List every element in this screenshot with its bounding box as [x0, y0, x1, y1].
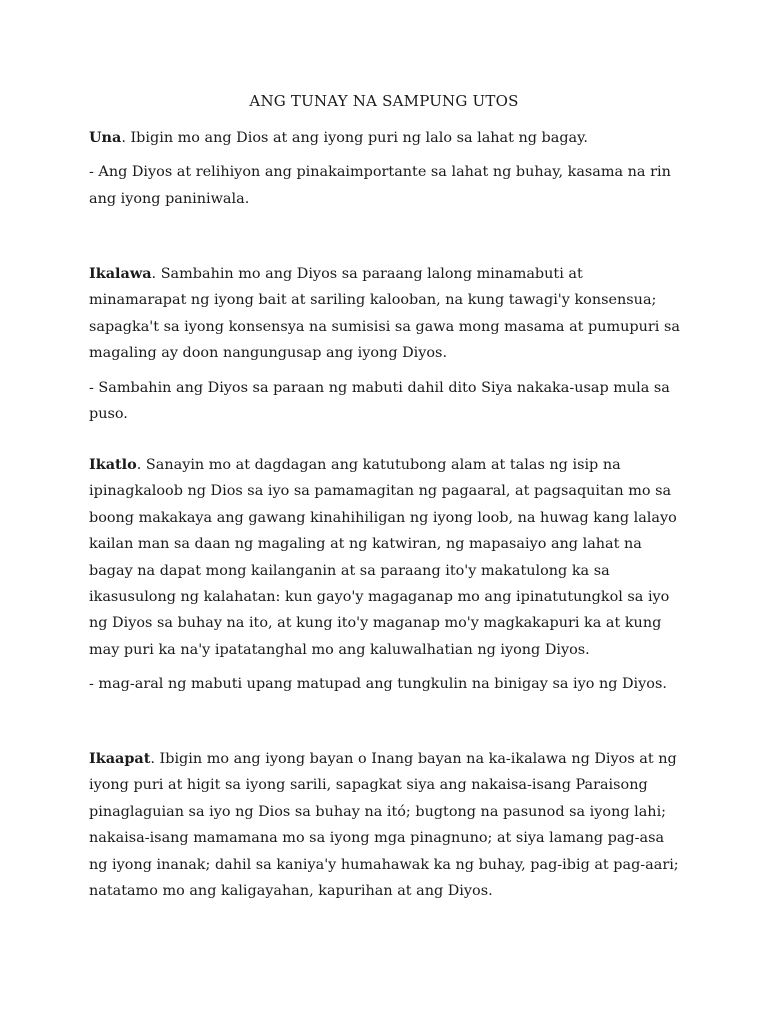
section-label: Una [89, 129, 122, 146]
section-paragraph: Ikatlo. Sanayin mo at dagdagan ang katutubong alam at talas ng isip na ipinagkaloob ng Dios sa iyo sa pamamagitan ng pagaaral, at pagsaquitan mo sa boong makakaya ang gawang kinahihiligan ng iyong loob, na huwag kang lalayo kailan man sa daan ng magaling at ng katwiran, ng mapasaiyo ang lahat na bagay na dapat mong kailanganin at sa paraang ito'y makatulong ka sa ikasusulong ng kalahatan: kun gayo'y magaganap mo ang ipinatutungkol sa iyo ng Diyos sa buhay na ito, at kung ito'y maganap mo'y magkakapuri ka at kung may puri ka na'y ipatatanghal mo ang kaluwalhatian ng iyong Diyos. [89, 456, 677, 658]
section-ikalawa [89, 261, 684, 427]
section-text: Ibigin mo ang Dios at ang iyong puri ng lalo sa lahat ng bagay. [130, 130, 588, 146]
section-paragraph: Ikalawa. Sambahin mo ang Diyos sa paraang lalong minamabuti at minamarapat ng iyong bait at sariling kalooban, na kung tawagi'y konsensua; sapagka't sa iyong konsensya na sumisisi sa gawa mong masama at pumupuri sa magaling ay doon nangungusap ang iyong Diyos. [89, 265, 680, 362]
section-note: - Sambahin ang Diyos sa paraan ng mabuti dahil dito Siya nakaka-usap mula sa puso. [89, 379, 670, 423]
section-text: Sambahin mo ang Diyos sa paraang lalong minamabuti at minamarapat ng iyong bait at sariling kalooban, na kung tawagi'y konsensua; sapagka't sa iyong konsensya na sumisisi sa gawa mong masama at pumupuri sa magaling ay doon nangungusap ang iyong Diyos. [89, 266, 680, 362]
section-note: - mag-aral ng mabuti upang matupad ang tungkulin na binigay sa iyo ng Diyos. [89, 676, 667, 693]
section-ikatlo [89, 452, 684, 698]
section-label: Ikatlo [89, 456, 137, 473]
section-note: - Ang Diyos at relihiyon ang pinakaimportante sa lahat ng buhay, kasama na rin ang iyong paniniwala. [89, 164, 671, 207]
section-paragraph: Una. Ibigin mo ang Dios at ang iyong puri ng lalo sa lahat ng bagay. [89, 129, 588, 146]
section-una [89, 125, 684, 212]
section-ikaapat [89, 746, 684, 904]
document-title: ANG TUNAY NA SAMPUNG UTOS [249, 92, 519, 110]
section-paragraph: Ikaapat. Ibigin mo ang iyong bayan o Inang bayan na ka-ikalawa ng Diyos at ng iyong puri at higit sa iyong sarili, sapagkat siya ang nakaisa-isang Paraisong pinaglaguian sa iyo ng Dios sa buhay na itó; bugtong na pasunod sa iyong lahi; nakaisa-isang mamamana mo sa iyong mga pinagnuno; at siya lamang pag-asa ng iyong inanak; dahil sa kaniya'y humahawak ka ng buhay, pag-ibig at pag-aari; natatamo mo ang kaligayahan, kapurihan at ang Diyos. [89, 750, 679, 900]
section-text: Ibigin mo ang iyong bayan o Inang bayan na ka-ikalawa ng Diyos at ng iyong puri at higit sa iyong sarili, sapagkat siya ang nakaisa-isang Paraisong pinaglaguian sa iyo ng Dios sa buhay na itó; bugtong na pasunod sa iyong lahi; nakaisa-isang mamamana mo sa iyong mga pinagnuno; at siya lamang pag-asa ng iyong inanak; dahil sa kaniya'y humahawak ka ng buhay, pag-ibig at pag-aari; natatamo mo ang kaligayahan, kapurihan at ang Diyos. [89, 751, 679, 900]
section-label: Ikaapat [89, 750, 151, 767]
section-text: Sanayin mo at dagdagan ang katutubong alam at talas ng isip na ipinagkaloob ng Dios sa iyo sa pamamagitan ng pagaaral, at pagsaquitan mo sa boong makakaya ang gawang kinahihiligan ng iyong loob, na huwag kang lalayo kailan man sa daan ng magaling at ng katwiran, ng mapasaiyo ang lahat na bagay na dapat mong kailanganin at sa paraang ito'y makatulong ka sa ikasusulong ng kalahatan: kun gayo'y magaganap mo ang ipinatutungkol sa iyo ng Diyos sa buhay na ito, at kung ito'y maganap mo'y magkakapuri ka at kung may puri ka na'y ipatatanghal mo ang kaluwalhatian ng iyong Diyos. [89, 457, 677, 658]
section-label: Ikalawa [89, 265, 152, 282]
